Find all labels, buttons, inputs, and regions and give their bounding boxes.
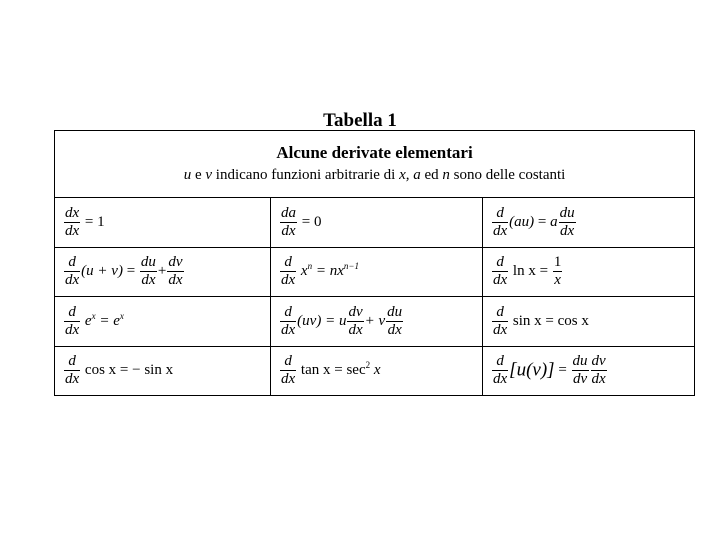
fraction	[492, 304, 508, 339]
fraction	[64, 254, 80, 289]
formula-cell-sum	[55, 247, 271, 296]
subtitle-a: a	[413, 167, 421, 184]
numerator: du	[572, 353, 588, 370]
numerator: du	[387, 303, 403, 320]
formula-exponent: n−1	[343, 261, 359, 272]
formula-eq: =	[537, 213, 547, 230]
formula-arg: [u(v)]	[509, 359, 555, 381]
denominator: dx	[281, 222, 296, 239]
numerator: d	[492, 304, 508, 322]
formula-rhs: = 0	[301, 213, 322, 230]
formula-cell-log	[483, 247, 695, 296]
table-row	[55, 247, 695, 296]
denominator: dx	[560, 222, 575, 239]
fraction	[386, 304, 403, 339]
formula-expr: cos x = − sin x	[84, 362, 174, 379]
denominator: dx	[65, 371, 80, 388]
formula-plus: + v	[364, 312, 386, 329]
denominator: dx	[493, 272, 508, 289]
fraction	[64, 205, 80, 240]
numerator: d	[280, 353, 296, 371]
denominator: dx	[387, 321, 402, 338]
denominator: dx	[281, 321, 296, 338]
formula-tail: x	[373, 362, 381, 379]
formula-eq: = u	[325, 312, 347, 329]
denominator: dx	[493, 222, 508, 239]
subtitle-x: x,	[399, 167, 410, 184]
fraction	[591, 353, 607, 388]
numerator: d	[280, 304, 296, 322]
denominator: dx	[281, 272, 296, 289]
fraction	[167, 254, 183, 289]
numerator: d	[64, 304, 80, 322]
table-header-cell	[55, 131, 695, 198]
denominator: dx	[591, 371, 606, 388]
subtitle-n: n	[442, 167, 450, 184]
table-caption: Tabella 1	[323, 110, 397, 131]
fraction	[280, 254, 296, 289]
numerator: 1	[553, 254, 562, 271]
denominator: dv	[572, 371, 588, 388]
formula-exponent: x	[91, 310, 96, 321]
fraction	[559, 205, 576, 240]
numerator: du	[140, 254, 156, 271]
formula-cell-tan	[271, 346, 483, 395]
fraction	[64, 304, 80, 339]
derivatives-table	[54, 130, 695, 396]
fraction	[64, 353, 80, 388]
numerator: d	[280, 254, 296, 272]
denominator: dx	[493, 321, 508, 338]
denominator: dx	[65, 222, 80, 239]
numerator: dv	[348, 303, 363, 320]
denominator: dx	[281, 371, 296, 388]
formula-cell-dx-dx	[55, 198, 271, 247]
denominator: dx	[348, 321, 363, 338]
fraction	[492, 353, 508, 388]
numerator: d	[64, 254, 80, 272]
formula-exponent: x	[119, 310, 124, 321]
fraction	[280, 304, 296, 339]
subtitle-e: e	[194, 167, 202, 184]
numerator: d	[492, 205, 508, 223]
fraction	[553, 254, 563, 289]
subtitle-text-2: sono delle costanti	[453, 167, 566, 184]
formula-eq: = nx	[315, 263, 344, 280]
numerator: da	[281, 204, 296, 221]
formula-cell-product	[271, 297, 483, 346]
denominator: dx	[65, 321, 80, 338]
formula-cell-exp	[55, 297, 271, 346]
numerator: d	[64, 353, 80, 371]
formula-eq: =	[558, 362, 567, 379]
table-header-row	[55, 131, 695, 198]
numerator: dx	[65, 204, 80, 221]
formula-arg: (u + v)	[81, 263, 123, 280]
table-title: Alcune derivate elementari	[276, 143, 473, 163]
formula-eq: = e	[99, 312, 120, 329]
table-subtitle	[55, 164, 694, 186]
formula-exponent: 2	[365, 360, 371, 371]
formula-cell-chain-rule	[483, 346, 695, 395]
formula-arg: (au)	[509, 213, 535, 230]
numerator: dv	[591, 353, 606, 370]
numerator: d	[492, 254, 508, 272]
numerator: dv	[168, 254, 183, 271]
numerator: d	[492, 353, 508, 371]
fraction	[140, 254, 157, 289]
formula-cell-sin	[483, 297, 695, 346]
subtitle-v: v	[205, 167, 213, 184]
fraction	[492, 254, 508, 289]
formula-base: x	[300, 263, 308, 280]
formula-const: a	[550, 213, 558, 230]
denominator: dx	[141, 272, 156, 289]
subtitle-ed: ed	[424, 167, 439, 184]
formula-eq: =	[126, 263, 136, 280]
formula-exponent: n	[307, 261, 313, 272]
fraction	[347, 304, 363, 339]
formula-plus: +	[157, 263, 167, 280]
fraction	[492, 205, 508, 240]
formula-cell-constant	[271, 198, 483, 247]
formula-rhs: = 1	[84, 213, 105, 230]
formula-cell-power	[271, 247, 483, 296]
table-row	[55, 346, 695, 395]
denominator: dx	[493, 371, 508, 388]
denominator: dx	[168, 272, 183, 289]
formula-expr: tan x = sec	[300, 362, 366, 379]
denominator: dx	[65, 272, 80, 289]
formula-base: e	[84, 312, 92, 329]
fraction	[572, 353, 589, 388]
table-row	[55, 297, 695, 346]
formula-expr: sin x = cos x	[512, 312, 589, 329]
formula-arg: (uv)	[297, 312, 322, 329]
formula-cell-scalar-multiple	[483, 198, 695, 247]
formula-cell-cos	[55, 346, 271, 395]
subtitle-text-1: indicano funzioni arbitrarie di	[215, 167, 396, 184]
numerator: du	[559, 204, 575, 221]
fraction	[280, 205, 297, 240]
denominator: x	[554, 272, 561, 289]
fraction	[280, 353, 296, 388]
formula-lhs: ln x =	[512, 263, 549, 280]
table-row	[55, 198, 695, 247]
subtitle-u: u	[183, 167, 192, 184]
